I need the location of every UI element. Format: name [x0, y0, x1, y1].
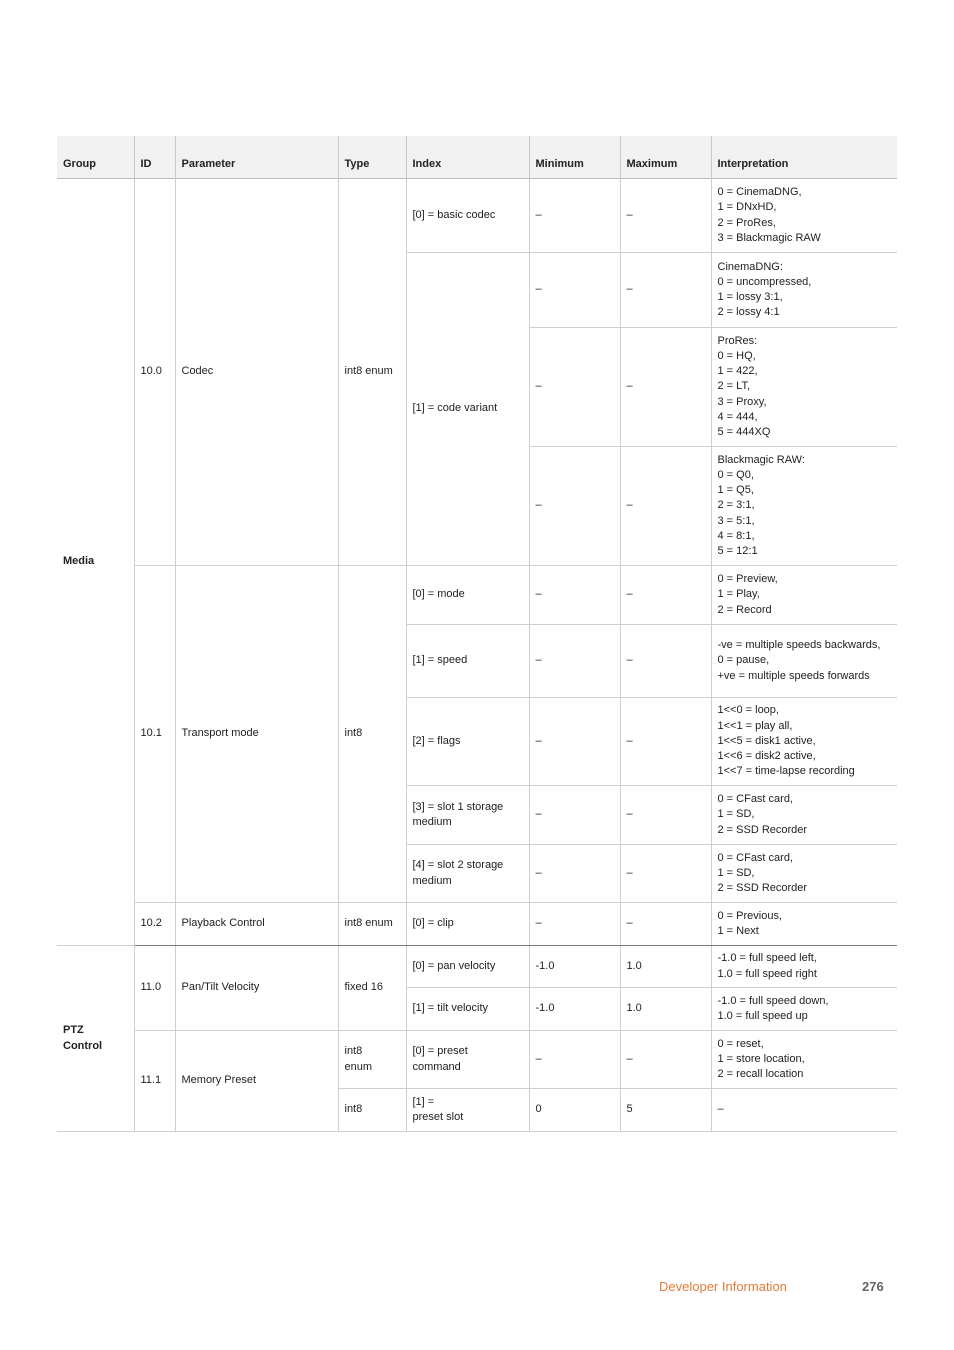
interpretation-cell: 1<<0 = loop, 1<<1 = play all, 1<<5 = disk1 active, 1<<6 = disk2 active, 1<<7 = time-lapse recording [711, 698, 897, 786]
min-cell: – [529, 179, 620, 253]
group-ptz-control: PTZ Control [57, 946, 134, 1132]
max-cell: 1.0 [620, 988, 711, 1031]
min-cell: – [529, 625, 620, 698]
type-cell: int8 enum [338, 179, 406, 566]
header-group: Group [57, 136, 134, 179]
min-cell: – [529, 786, 620, 845]
index-cell: [1] = speed [406, 625, 529, 698]
interpretation-cell: – [711, 1089, 897, 1132]
max-cell: – [620, 566, 711, 625]
min-cell: – [529, 447, 620, 566]
type-cell: int8 [338, 1089, 406, 1132]
parameter-table [57, 136, 897, 1132]
id-cell: 10.2 [134, 903, 175, 946]
type-cell: int8 enum [338, 1031, 406, 1089]
header-interpretation: Interpretation [711, 136, 897, 179]
interpretation-cell: 0 = reset, 1 = store location, 2 = recall location [711, 1031, 897, 1089]
min-cell: – [529, 698, 620, 786]
table-row [57, 566, 897, 625]
header-index: Index [406, 136, 529, 179]
min-cell: -1.0 [529, 988, 620, 1031]
interpretation-cell: CinemaDNG: 0 = uncompressed, 1 = lossy 3:1, 2 = lossy 4:1 [711, 253, 897, 328]
header-minimum: Minimum [529, 136, 620, 179]
table-row [57, 903, 897, 946]
interpretation-cell: 0 = Preview, 1 = Play, 2 = Record [711, 566, 897, 625]
type-cell: int8 [338, 566, 406, 903]
index-cell: [0] = pan velocity [406, 946, 529, 988]
max-cell: – [620, 903, 711, 946]
min-cell: 0 [529, 1089, 620, 1132]
index-cell: [2] = flags [406, 698, 529, 786]
index-cell: [3] = slot 1 storage medium [406, 786, 529, 845]
min-cell: – [529, 566, 620, 625]
parameter-cell: Playback Control [175, 903, 338, 946]
group-media: Media [57, 179, 134, 946]
parameter-cell: Codec [175, 179, 338, 566]
min-cell: – [529, 903, 620, 946]
interpretation-cell: -1.0 = full speed down, 1.0 = full speed up [711, 988, 897, 1031]
parameter-cell: Memory Preset [175, 1031, 338, 1132]
interpretation-cell: ProRes: 0 = HQ, 1 = 422, 2 = LT, 3 = Proxy, 4 = 444, 5 = 444XQ [711, 328, 897, 447]
header-row [57, 136, 897, 179]
footer-page-number: 276 [862, 1279, 884, 1294]
table-row [57, 179, 897, 253]
index-cell: [1] = preset slot [406, 1089, 529, 1132]
max-cell: – [620, 786, 711, 845]
max-cell: – [620, 253, 711, 328]
interpretation-cell: -ve = multiple speeds backwards, 0 = pause, +ve = multiple speeds forwards [711, 625, 897, 698]
type-cell: int8 enum [338, 903, 406, 946]
table-row [57, 946, 897, 988]
interpretation-cell: -1.0 = full speed left, 1.0 = full speed right [711, 946, 897, 988]
max-cell: – [620, 845, 711, 903]
table-row [57, 1031, 897, 1089]
index-cell: [0] = preset command [406, 1031, 529, 1089]
min-cell: – [529, 253, 620, 328]
interpretation-cell: 0 = CFast card, 1 = SD, 2 = SSD Recorder [711, 845, 897, 903]
type-cell: fixed 16 [338, 946, 406, 1031]
header-type: Type [338, 136, 406, 179]
min-cell: – [529, 328, 620, 447]
index-cell: [4] = slot 2 storage medium [406, 845, 529, 903]
interpretation-cell: 0 = Previous, 1 = Next [711, 903, 897, 946]
id-cell: 10.1 [134, 566, 175, 903]
interpretation-cell: Blackmagic RAW: 0 = Q0, 1 = Q5, 2 = 3:1, 3 = 5:1, 4 = 8:1, 5 = 12:1 [711, 447, 897, 566]
max-cell: – [620, 625, 711, 698]
id-cell: 11.1 [134, 1031, 175, 1132]
index-cell: [1] = tilt velocity [406, 988, 529, 1031]
parameter-cell: Pan/Tilt Velocity [175, 946, 338, 1031]
max-cell: 5 [620, 1089, 711, 1132]
parameter-cell: Transport mode [175, 566, 338, 903]
min-cell: – [529, 845, 620, 903]
max-cell: – [620, 328, 711, 447]
footer-section-title: Developer Information [659, 1279, 787, 1294]
index-cell: [0] = mode [406, 566, 529, 625]
max-cell: – [620, 698, 711, 786]
id-cell: 10.0 [134, 179, 175, 566]
header-parameter: Parameter [175, 136, 338, 179]
header-maximum: Maximum [620, 136, 711, 179]
id-cell: 11.0 [134, 946, 175, 1031]
header-id: ID [134, 136, 175, 179]
min-cell: -1.0 [529, 946, 620, 988]
interpretation-cell: 0 = CFast card, 1 = SD, 2 = SSD Recorder [711, 786, 897, 845]
index-cell: [0] = basic codec [406, 179, 529, 253]
max-cell: – [620, 179, 711, 253]
max-cell: 1.0 [620, 946, 711, 988]
interpretation-cell: 0 = CinemaDNG, 1 = DNxHD, 2 = ProRes, 3 = Blackmagic RAW [711, 179, 897, 253]
max-cell: – [620, 447, 711, 566]
min-cell: – [529, 1031, 620, 1089]
max-cell: – [620, 1031, 711, 1089]
index-cell: [1] = code variant [406, 253, 529, 566]
index-cell: [0] = clip [406, 903, 529, 946]
